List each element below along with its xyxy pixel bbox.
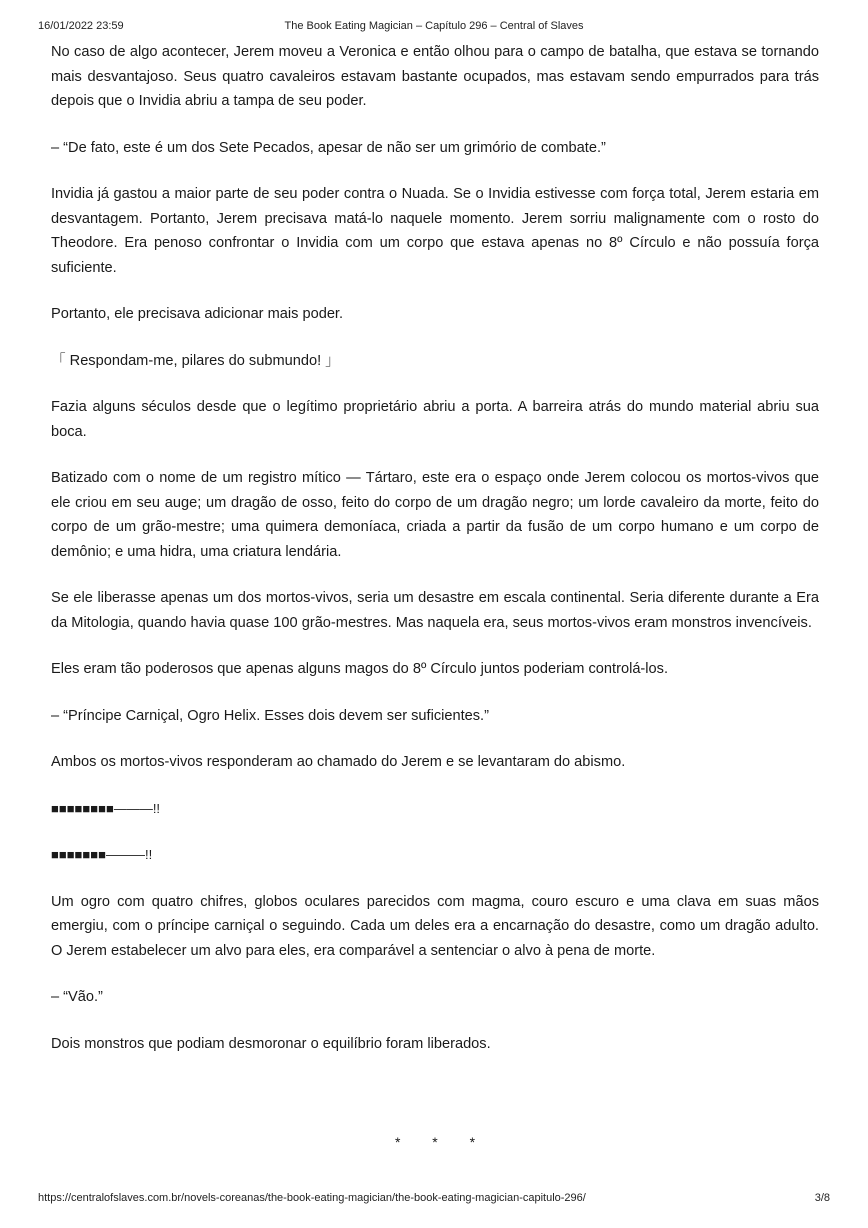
print-datetime: 16/01/2022 23:59	[38, 20, 124, 32]
paragraph: Fazia alguns séculos desde que o legítimo proprietário abriu a porta. A barreira atrás do mundo material abriu sua boca.	[51, 399, 819, 440]
paragraph: Batizado com o nome de um registro mítico — Tártaro, este era o espaço onde Jerem colocou os mortos-vivos que ele criou em seu auge; um dragão de osso, feito do corpo de um dragão negro; um lorde cavaleiro da morte, feito do corpo de um grão-mestre; uma quimera demoníaca, criada a partir da fusão de um corpo humano e um corpo de demônio; e uma hidra, uma criatura lendária.	[51, 470, 819, 560]
print-header	[0, 20, 868, 36]
paragraph: Se ele liberasse apenas um dos mortos-vivos, seria um desastre em escala continental. Seria diferente durante a Era da Mitologia, quando havia quase 100 grão-mestres. Mas naquela era, seus mortos-vivos eram monstros invencíveis.	[51, 590, 819, 631]
incantation-line: 「 Respondam-me, pilares do submundo! 」	[51, 352, 340, 369]
dialogue-line: – “Príncipe Carniçal, Ogro Helix. Esses dois devem ser suficientes.”	[51, 707, 489, 724]
paragraph: Portanto, ele precisava adicionar mais poder.	[51, 306, 344, 322]
paragraph: Dois monstros que podiam desmoronar o equilíbrio foram liberados.	[51, 1035, 491, 1052]
roar-sound-effect: ■■■■■■■———!!	[51, 847, 153, 862]
dialogue-line: – “Vão.”	[51, 989, 103, 1005]
paragraph: Invidia já gastou a maior parte de seu poder contra o Nuada. Se o Invidia estivesse com força total, Jerem estaria em desvantagem. Portanto, Jerem precisava matá-lo naquele momento. Jerem sorriu malignamente com o rosto do Theodore. Era penoso confrontar o Invidia com um corpo que estava apenas no 8º Círculo e não possuía força suficiente.	[51, 186, 819, 276]
chapter-content	[51, 40, 819, 1078]
paragraph: Ambos os mortos-vivos responderam ao chamado do Jerem e se levantaram do abismo.	[51, 754, 626, 770]
scene-separator: * * *	[394, 1134, 490, 1150]
print-page-title: The Book Eating Magician – Capítulo 296 – Central of Slaves	[284, 20, 584, 32]
paragraph: No caso de algo acontecer, Jerem moveu a Veronica e então olhou para o campo de batalha, que estava se tornando mais desvantajoso. Seus quatro cavaleiros estavam bastante ocupados, mas estavam sendo empurrados para trás depois que o Invidia abriu a tampa de seu poder.	[51, 44, 819, 109]
paragraph: Eles eram tão poderosos que apenas alguns magos do 8º Círculo juntos poderiam controlá-los.	[51, 661, 668, 677]
paragraph: Um ogro com quatro chifres, globos oculares parecidos com magma, couro escuro e uma clava em suas mãos emergiu, com o príncipe carniçal o seguindo. Cada um deles era a encarnação do desastre, como um dragão adulto. O Jerem estabelecer um alvo para eles, era comparável a sentenciar o alvo à pena de morte.	[51, 893, 819, 959]
roar-sound-effect: ■■■■■■■■———!!	[51, 800, 161, 816]
print-footer	[0, 1192, 868, 1208]
dialogue-line: – “De fato, este é um dos Sete Pecados, apesar de não ser um grimório de combate.”	[51, 139, 606, 156]
source-url: https://centralofslaves.com.br/novels-coreanas/the-book-eating-magician/the-book-eating-magician-capitulo-296/	[38, 1192, 586, 1204]
page-indicator: 3/8	[814, 1192, 830, 1204]
